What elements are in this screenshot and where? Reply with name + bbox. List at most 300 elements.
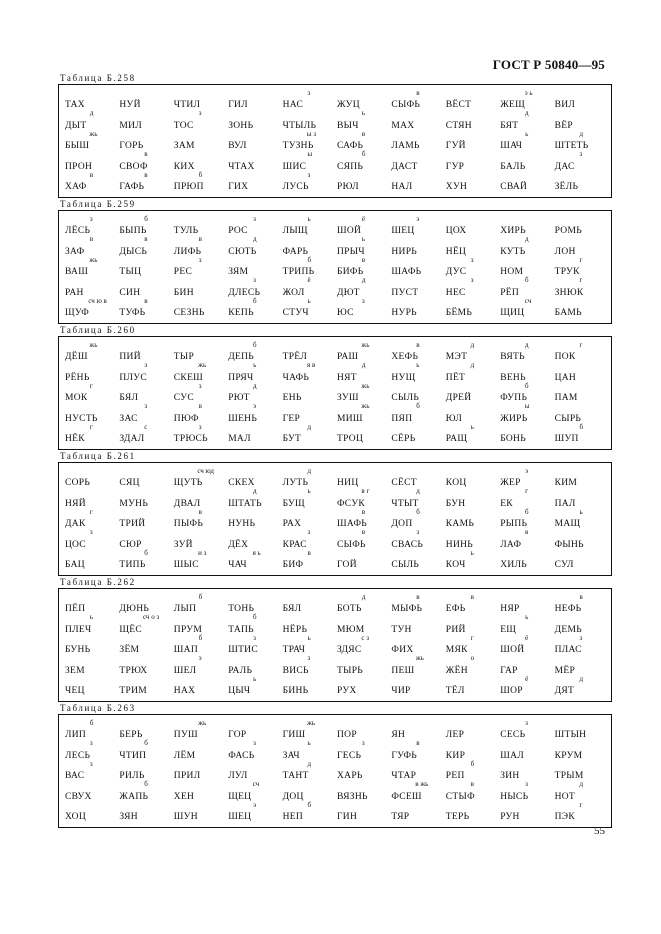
cell-word: ШАП	[173, 645, 199, 656]
cell-word: НЯТ	[337, 372, 357, 383]
table-cell	[117, 258, 171, 278]
cell-word: ШАЛ	[500, 750, 524, 761]
table-cell	[553, 721, 607, 741]
table-cell	[172, 111, 226, 131]
cell-mark: сч о з	[142, 613, 160, 622]
table-cell	[553, 173, 607, 193]
table-cell	[226, 510, 280, 530]
cell-word: СВОФ	[119, 161, 148, 172]
cell-word: РЕП	[445, 771, 465, 782]
table-cell	[281, 152, 335, 172]
cell-mark: б	[307, 800, 312, 809]
cell-word: ХЕН	[173, 791, 195, 802]
cell-word: РЮЛ	[337, 181, 359, 192]
cell-word: ПЛЕЧ	[65, 624, 92, 635]
cell-word: ГИХ	[228, 181, 249, 192]
table-cell	[389, 551, 443, 571]
table-cell	[117, 343, 171, 363]
table-cell	[63, 530, 117, 550]
cell-mark: ь	[525, 129, 529, 138]
cell-word: КРАС	[282, 539, 307, 550]
table-cell	[226, 258, 280, 278]
cell-mark: з	[89, 739, 93, 748]
cell-word: ДРЕЙ	[445, 393, 472, 404]
table-cell	[281, 343, 335, 363]
cell-word: ГИШ	[282, 730, 306, 741]
table-cell	[335, 803, 389, 823]
cell-word: ШТИС	[228, 645, 258, 656]
cell-mark: з	[416, 528, 420, 537]
table-cell	[553, 422, 607, 445]
table-cell	[226, 762, 280, 782]
cell-mark: я ь	[252, 548, 261, 557]
table-cell	[172, 237, 226, 257]
cell-mark: б	[89, 719, 94, 727]
table-caption: Таблица Б.261	[60, 451, 136, 461]
table-cell	[226, 782, 280, 802]
cell-word: СЮР	[119, 539, 142, 550]
table-cell	[63, 782, 117, 802]
table-cell	[498, 91, 552, 111]
cell-word: ШЕЛ	[173, 665, 197, 676]
table-cell	[444, 363, 498, 383]
cell-mark: г	[579, 341, 583, 349]
table-cell	[117, 530, 171, 550]
cell-word: МАЩ	[554, 519, 581, 530]
cell-word: ПОК	[554, 352, 576, 363]
table-cell	[172, 615, 226, 635]
table-cell	[553, 111, 607, 131]
table-cell	[226, 615, 280, 635]
table-cell	[498, 296, 552, 319]
cell-word: НЁК	[65, 433, 85, 444]
table-cell	[335, 762, 389, 782]
cell-word: ЖИРЬ	[500, 413, 528, 424]
cell-mark: д	[361, 593, 366, 601]
cell-mark: б	[361, 150, 366, 159]
table-cell	[389, 217, 443, 237]
table-cell	[444, 237, 498, 257]
table-cell	[498, 615, 552, 635]
cell-word: СЕЗНЬ	[173, 307, 205, 318]
cell-word: МАЛ	[228, 433, 251, 444]
cell-word: ЗАФ	[65, 246, 85, 257]
table-cell	[335, 217, 389, 237]
cell-word: НАС	[282, 100, 304, 111]
table-cell	[389, 677, 443, 697]
cell-word: ШЫС	[173, 559, 199, 570]
cell-mark: д	[579, 674, 584, 683]
cell-word: РЁНЬ	[65, 372, 90, 383]
cell-word: ФЫНЬ	[554, 539, 584, 550]
cell-mark: ы	[524, 402, 530, 411]
cell-mark: ь	[253, 674, 257, 683]
table-cell	[117, 782, 171, 802]
cell-word: МЮМ	[337, 624, 365, 635]
cell-word: НОТ	[554, 791, 576, 802]
cell-word: ТРЫМ	[554, 771, 584, 782]
table-cell	[389, 404, 443, 424]
table-cell	[553, 404, 607, 424]
cell-mark: в	[198, 402, 202, 411]
cell-word: ЛЫЩ	[282, 226, 308, 237]
cell-word: ЧТАХ	[228, 161, 255, 172]
cell-mark: в	[416, 739, 420, 748]
cell-word: ЗАЧ	[282, 750, 300, 761]
cell-word: ТУН	[391, 624, 412, 635]
table-cell	[498, 530, 552, 550]
cell-mark: сч	[252, 780, 260, 789]
table-cell	[444, 343, 498, 363]
cell-mark: ь	[525, 613, 529, 622]
cell-mark: в	[361, 507, 366, 516]
cell-word: КУТЬ	[500, 246, 526, 257]
table-cell	[389, 91, 443, 111]
cell-word: СТЯН	[445, 120, 472, 131]
table-cell	[226, 152, 280, 172]
cell-word: ДАК	[65, 519, 86, 530]
cell-word: ГАР	[500, 665, 518, 676]
table-cell	[389, 656, 443, 676]
cell-mark: ь	[307, 633, 311, 642]
table-cell	[281, 510, 335, 530]
table-cell	[389, 278, 443, 298]
cell-word: ДЕМЬ	[554, 624, 582, 635]
table-cell	[63, 237, 117, 257]
table-cell	[281, 255, 335, 278]
cell-mark: о	[470, 654, 475, 663]
cell-word: СИН	[119, 287, 141, 298]
table-cell	[226, 674, 280, 697]
cell-word: ЛУЛ	[228, 771, 248, 782]
cell-word: ДУС	[445, 267, 467, 278]
cell-word: ПЛАС	[554, 645, 582, 656]
cell-mark: б	[253, 296, 257, 305]
cell-mark: б	[144, 548, 148, 557]
table-cell	[172, 721, 226, 741]
cell-word: РАШ	[337, 352, 359, 363]
table-cell	[553, 384, 607, 404]
table-cell	[553, 255, 607, 278]
cell-mark: д	[253, 487, 257, 496]
cell-word: ТЫЦ	[119, 267, 142, 278]
table-cell	[389, 803, 443, 823]
cell-word: РЁП	[500, 287, 520, 298]
cell-word: ДЯТ	[554, 685, 575, 696]
cell-word: ШЕЦ	[391, 226, 415, 237]
table-cell	[63, 422, 117, 445]
cell-word: ЩЕЦ	[228, 791, 252, 802]
table-cell	[553, 278, 607, 298]
table-cell	[172, 656, 226, 676]
table-cell	[281, 469, 335, 489]
table-cell	[389, 721, 443, 741]
cell-word: НОМ	[500, 267, 524, 278]
cell-mark: с з	[361, 633, 370, 642]
table-cell	[444, 173, 498, 193]
table-cell	[335, 111, 389, 131]
table-cell	[335, 237, 389, 257]
cell-mark: г	[579, 276, 583, 285]
cell-mark: д	[579, 780, 584, 789]
cell-word: ШАЧ	[500, 141, 523, 152]
table-cell	[553, 217, 607, 237]
cell-mark: г	[89, 422, 93, 431]
cell-word: НЕС	[445, 287, 466, 298]
table-cell	[498, 425, 552, 445]
cell-word: ЛАФ	[500, 539, 522, 550]
cell-mark: б	[253, 613, 257, 622]
table-cell	[444, 615, 498, 635]
table-cell	[335, 489, 389, 509]
cell-word: ЗИН	[500, 771, 520, 782]
table-cell	[172, 152, 226, 172]
table-cell	[117, 595, 171, 615]
cell-mark: д	[525, 235, 529, 244]
cell-mark: ь	[307, 296, 311, 305]
cell-mark: б	[470, 759, 475, 768]
table-cell	[226, 91, 280, 111]
table-cell	[117, 636, 171, 656]
cell-mark: в	[416, 89, 420, 97]
table-cell	[444, 91, 498, 111]
cell-mark: з	[198, 255, 202, 264]
cell-mark: д	[579, 129, 584, 138]
table-cell	[117, 111, 171, 131]
cell-word: ТИПЬ	[119, 559, 146, 570]
cell-word: ЗУЙ	[173, 539, 193, 550]
cell-word: ПАЛ	[554, 498, 576, 509]
table-cell	[281, 595, 335, 615]
cell-word: ПЁТ	[445, 372, 466, 383]
table-cell	[172, 422, 226, 445]
cell-word: НЫСЬ	[500, 791, 529, 802]
table-cell	[335, 721, 389, 741]
table-cell	[444, 548, 498, 571]
table-cell	[444, 741, 498, 761]
table-cell	[444, 469, 498, 489]
cell-mark: з	[579, 633, 583, 642]
cell-word: ЛЕР	[445, 730, 465, 741]
cell-mark: з	[470, 255, 474, 264]
cell-word: ТУФЬ	[119, 307, 146, 318]
cell-mark: в	[525, 528, 529, 537]
table-cell	[335, 404, 389, 424]
table-cell	[335, 425, 389, 445]
cell-word: ДЁШ	[65, 352, 88, 363]
cell-word: СЫЛЬ	[391, 559, 420, 570]
cell-word: БУН	[445, 498, 466, 509]
cell-word: ЛИП	[65, 730, 87, 741]
table-cell	[63, 111, 117, 131]
table-cell	[117, 510, 171, 530]
cell-word: СЫФЬ	[337, 539, 366, 550]
cell-word: НЯЙ	[65, 498, 86, 509]
table-cell	[226, 173, 280, 193]
table-cell	[553, 129, 607, 152]
table-cell	[553, 741, 607, 761]
table-cell	[117, 170, 171, 193]
table-cell	[63, 381, 117, 404]
table-cell	[335, 551, 389, 571]
cell-word: БЯЛ	[119, 393, 139, 404]
cell-word: СЁСТ	[391, 478, 417, 489]
table-cell	[226, 530, 280, 550]
table-cell	[444, 489, 498, 509]
table-cell	[389, 363, 443, 383]
cell-word: ЗДАЛ	[119, 433, 145, 444]
cell-word: ШОР	[500, 685, 523, 696]
cell-word: ХУН	[445, 181, 468, 192]
cell-word: ТРАЧ	[282, 645, 306, 656]
table-cell	[335, 152, 389, 172]
table-cell	[281, 548, 335, 571]
cell-word: БИНЬ	[282, 685, 309, 696]
cell-word: НЕП	[282, 811, 304, 822]
cell-word: НЯР	[500, 604, 520, 615]
table-cell	[444, 111, 498, 131]
cell-word: ПРЮП	[173, 181, 204, 192]
cell-word: НЕФЬ	[554, 604, 582, 615]
table-cell	[553, 299, 607, 319]
table-cell	[281, 237, 335, 257]
table-cell	[444, 299, 498, 319]
table-cell	[281, 633, 335, 656]
cell-mark: в	[470, 780, 474, 789]
cell-word: ШЕНЬ	[228, 413, 258, 424]
table-cell	[63, 278, 117, 298]
cell-mark: з	[144, 402, 148, 411]
cell-word: СВАЙ	[500, 181, 528, 192]
table-cell	[172, 677, 226, 697]
cell-word: ТАПЬ	[228, 624, 254, 635]
cell-mark: д	[470, 341, 475, 349]
cell-word: ФАСЬ	[228, 750, 255, 761]
word-table	[58, 462, 612, 576]
cell-mark: сч ю в	[88, 296, 107, 305]
cell-word: ШУН	[173, 811, 198, 822]
cell-word: ШТЫН	[554, 730, 587, 741]
table-cell	[172, 469, 226, 489]
table-cell	[172, 782, 226, 802]
cell-word: ГУР	[445, 161, 465, 172]
table-cell	[226, 111, 280, 131]
cell-mark: з	[253, 215, 256, 223]
table-cell	[117, 469, 171, 489]
cell-mark: в	[89, 170, 94, 179]
cell-word: СЯЦ	[119, 478, 140, 489]
tables-container	[58, 72, 612, 828]
cell-mark: з	[253, 633, 256, 642]
cell-mark: жь	[361, 381, 370, 390]
cell-word: ДЕПЬ	[228, 352, 254, 363]
cell-mark: д	[470, 361, 475, 370]
table-cell	[226, 217, 280, 237]
table-cell	[226, 633, 280, 656]
table-cell	[172, 343, 226, 363]
table-cell	[281, 489, 335, 509]
word-table	[58, 84, 612, 198]
cell-word: ЗЁМ	[119, 645, 140, 656]
cell-word: СЮТЬ	[228, 246, 257, 257]
cell-word: ЗНЮК	[554, 287, 584, 298]
cell-mark: жь	[415, 654, 424, 663]
cell-word: ЧТИЛ	[173, 100, 201, 111]
table-caption: Таблица Б.260	[60, 325, 136, 335]
table-cell	[226, 656, 280, 676]
cell-word: ПУСТ	[391, 287, 419, 298]
cell-word: ХОЦ	[65, 811, 86, 822]
cell-word: СЕСЬ	[500, 730, 526, 741]
table-cell	[389, 111, 443, 131]
cell-mark: д	[361, 361, 366, 370]
cell-mark: в	[470, 593, 474, 601]
cell-mark: ь	[307, 739, 311, 748]
cell-word: ТОС	[173, 120, 194, 131]
table-cell	[553, 530, 607, 550]
table-cell	[498, 674, 552, 697]
cell-word: ГЕСЬ	[337, 750, 362, 761]
table-cell	[226, 343, 280, 363]
cell-word: БЯТ	[500, 120, 519, 131]
table-cell	[117, 237, 171, 257]
cell-mark: ь	[416, 361, 420, 370]
cell-word: ТРЮСЬ	[173, 433, 208, 444]
table-cell	[63, 152, 117, 172]
cell-word: ПЯП	[391, 413, 413, 424]
cell-mark: в	[416, 341, 420, 349]
cell-word: ХИРЬ	[500, 226, 526, 237]
cell-word: КОЧ	[445, 559, 466, 570]
cell-word: ЕНЬ	[282, 393, 302, 404]
cell-mark: в жь	[415, 780, 429, 789]
table-cell	[335, 615, 389, 635]
cell-mark: б	[144, 780, 148, 789]
cell-word: ДАС	[554, 161, 575, 172]
cell-word: ПЁП	[65, 604, 86, 615]
table-cell	[335, 91, 389, 111]
table-cell	[281, 741, 335, 761]
word-table	[58, 210, 612, 324]
cell-word: РУН	[500, 811, 520, 822]
table-cell	[281, 111, 335, 131]
table-cell	[553, 762, 607, 782]
cell-word: ВЁСТ	[445, 100, 472, 111]
table-cell	[226, 489, 280, 509]
cell-mark: з	[198, 381, 202, 390]
cell-word: ЛИФЬ	[173, 246, 202, 257]
cell-mark: ь	[307, 215, 311, 223]
cell-mark: в г	[361, 487, 370, 496]
cell-word: ЕК	[500, 498, 513, 509]
table-cell	[389, 237, 443, 257]
table-cell	[172, 489, 226, 509]
cell-word: БУТ	[282, 433, 302, 444]
table-cell	[63, 721, 117, 741]
table-cell	[63, 363, 117, 383]
cell-word: ЮС	[337, 307, 354, 318]
table-cell	[226, 721, 280, 741]
cell-word: РАХ	[282, 519, 302, 530]
cell-word: СТЫФ	[445, 791, 475, 802]
table-cell	[498, 595, 552, 615]
cell-word: КЕПЬ	[228, 307, 254, 318]
cell-word: ТОНЬ	[228, 604, 255, 615]
table-cell	[117, 548, 171, 571]
cell-word: ЛЁМ	[173, 750, 196, 761]
cell-mark: ё	[525, 674, 529, 683]
cell-word: НУСТЬ	[65, 413, 98, 424]
